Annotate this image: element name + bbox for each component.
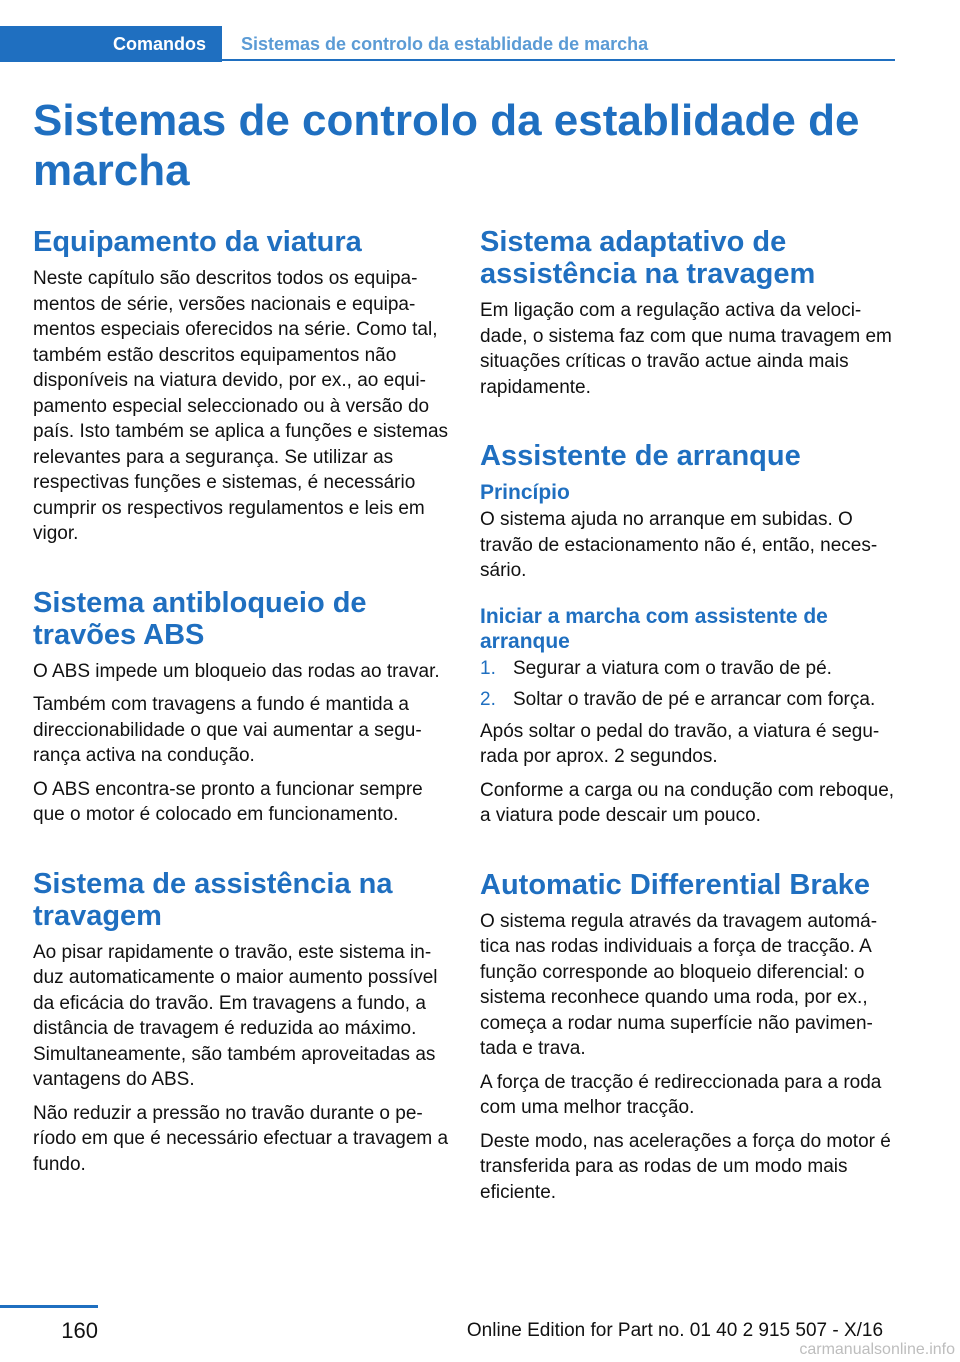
paragraph: O ABS encontra-se pronto a funcionar sempre que o motor é colocado em funcionamento.	[33, 778, 423, 825]
paragraph: O sistema ajuda no arranque em subidas. O travão de estacionamento não é, então, necessário.	[480, 509, 878, 581]
subheading-principio: Princípio	[480, 481, 570, 504]
heading-assistencia-travagem: Sistema de assistência na travagem	[33, 867, 393, 932]
steps-list	[480, 656, 898, 713]
subheading-iniciar-marcha: Iniciar a marcha com assistente de arranque	[480, 604, 828, 653]
paragraph: Em ligação com a regulação activa da velocidade, o sistema faz com que numa travagem em situações críticas o travão actue ainda mais rapidamente.	[480, 300, 892, 398]
step-number: 1.	[480, 657, 496, 679]
heading-adaptativo: Sistema adaptativo de assistência na travagem	[480, 226, 816, 290]
paragraph: Ao pisar rapidamente o travão, este sistema induz automaticamente o maior aumento possível da eficácia do travão. Em travagens a fundo, a distância de travagem é reduzida ao máximo. Simultaneamente, são também aproveitadas as vantagens do ABS.	[33, 941, 438, 1090]
step-text: Soltar o travão de pé e arrancar com força.	[513, 689, 876, 710]
heading-abs: Sistema antibloqueio de travões ABS	[33, 586, 367, 651]
paragraph: Deste modo, nas acelerações a força do motor é transferida para as rodas de um modo mais eficiente.	[480, 1130, 891, 1203]
paragraph: O ABS impede um bloqueio das rodas ao travar.	[33, 660, 440, 682]
page-number: 160	[61, 1318, 98, 1343]
section-tab[interactable]: Comandos	[0, 26, 222, 62]
paragraph: Também com travagens a fundo é mantida a direccionabilidade o que vai aumentar a segurança activa na condução.	[33, 694, 422, 766]
step-text: Segurar a viatura com o travão de pé.	[513, 657, 832, 679]
heading-assistente-arranque: Assistente de arranque	[480, 440, 801, 472]
edition-note: Online Edition for Part no. 01 40 2 915 507 - X/16	[466, 1320, 884, 1341]
header-bar	[0, 26, 895, 62]
list-item	[480, 656, 898, 682]
heading-differential-brake: Automatic Differential Brake	[480, 868, 870, 901]
paragraph: Após soltar o pedal do travão, a viatura é segurada por aprox. 2 segundos.	[480, 720, 880, 767]
right-column	[480, 226, 898, 1213]
step-number: 2.	[480, 689, 496, 710]
watermark: carmanualsonline.info	[799, 1341, 955, 1358]
footer-divider	[0, 1305, 98, 1308]
paragraph: A força de tracção é redireccionada para a roda com uma melhor tracção.	[480, 1071, 882, 1118]
header-divider	[222, 59, 895, 61]
page-title: Sistemas de controlo da establidade de marcha	[33, 96, 860, 195]
list-item	[480, 687, 898, 713]
breadcrumb[interactable]: Sistemas de controlo da establidade de marcha	[241, 33, 649, 54]
paragraph: Não reduzir a pressão no travão durante o período em que é necessário efectuar a travagem a fundo.	[33, 1102, 449, 1175]
paragraph: Conforme a carga ou na condução com reboque, a viatura pode descair um pouco.	[480, 779, 895, 826]
heading-equipamento: Equipamento da viatura	[33, 226, 362, 258]
paragraph: O sistema regula através da travagem automática nas rodas individuais a força de tracção. A função corresponde ao bloqueio diferencial: o sistema reconhece quando uma roda, por ex., começa a rodar numa superfície não pavimentada e trava.	[480, 910, 878, 1059]
paragraph: Neste capítulo são descritos todos os equipamentos de série, versões nacionais e equipamentos especiais oferecidos na série. Como tal, também estão descritos equipamentos não disponíveis na viatura devido, por ex., ao equipamento especial seleccionado ou à versão do país. Isto também se aplica a funções e sistemas relevantes para a segurança. Se utilizar as respectivas funções e sistemas, é necessário cumprir os respectivos regulamentos e leis em vigor.	[33, 268, 449, 544]
left-column	[33, 226, 451, 1185]
